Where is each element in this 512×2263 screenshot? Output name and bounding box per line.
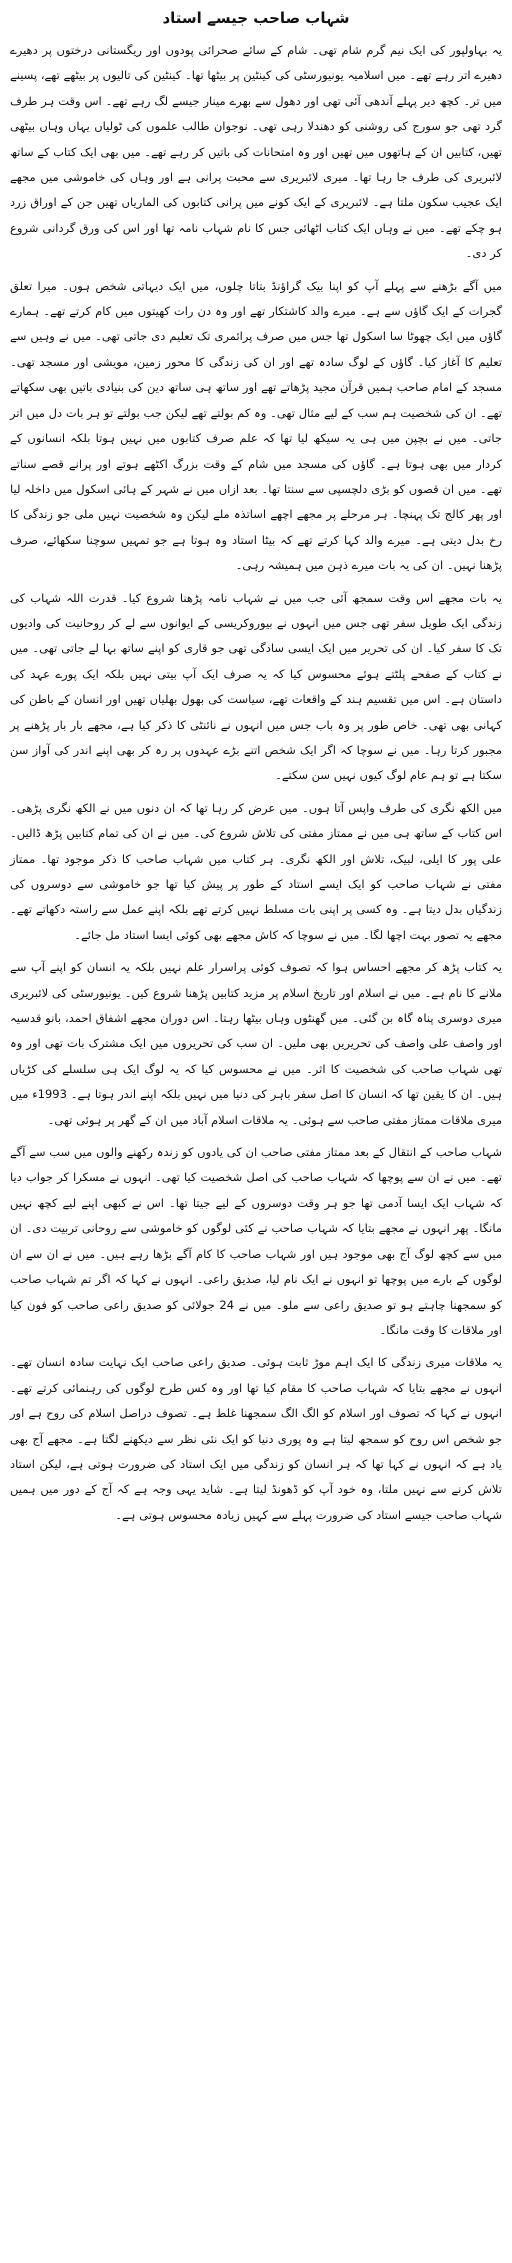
paragraph-5: یہ کتاب پڑھ کر مجھے احساس ہوا کہ تصوف کوئی پراسرار علم نہیں بلکہ یہ انسان کو اپنے آپ سے ملانے کا نام ہے۔ میں نے اسلام اور تاریخ اسلام پر مزید کتابیں پڑھنا شروع کیں۔ یونیورسٹی کی لائبریری میری دوسری پناہ گاہ بن گئی۔ میں گھنٹوں وہاں بیٹھا رہتا۔ اس دوران مجھے اشفاق احمد، بانو قدسیہ اور واصف علی واصف کی تحریریں بھی ملیں۔ ان سب کی تحریروں میں ایک مشترک بات تھی اور وہ تھی شہاب صاحب کی شخصیت کا اثر۔ میں نے محسوس کیا کہ یہ لوگ ایک ہی سلسلے کی کڑیاں ہیں۔ ان کا یقین تھا کہ انسان کا اصل سفر باہر کی دنیا میں نہیں بلکہ اپنے اندر ہوتا ہے۔ 1993ء میں میری ملاقات ممتاز مفتی صاحب سے ہوئی۔ یہ ملاقات اسلام آباد میں ان کے گھر پر ہوئی تھی۔ [10,960,502,1127]
column-body [10,38,502,1528]
paragraph-1: یہ بہاولپور کی ایک نیم گرم شام تھی۔ شام کے سائے صحرائی پودوں اور ریگستانی درختوں پر دھیرے دھیرے اتر رہے تھے۔ میں اسلامیہ یونیورسٹی کی کینٹین پر بیٹھا تھا۔ کینٹین کی تالیوں پر بیٹھے تھے، پسینے میں تر۔ کچھ دیر پہلے آندھی آئی تھی اور دھول سے بھرے مینار جیسے لگ رہے تھے۔ اس وقت ہر طرف گرد تھی جو سورج کی روشنی کو دھندلا رہی تھی۔ نوجوان طالب علموں کی ٹولیاں یہاں وہاں بیٹھی تھیں، کتابیں ان کے ہاتھوں میں تھیں اور وہ امتحانات کی باتیں کر رہے تھے۔ میں بھی ایک کتاب کے ساتھ لائبریری کی طرف جا رہا تھا۔ میری لائبریری سے محبت پرانی ہے اور وہاں کی خاموشی میں مجھے ایک عجیب سکون ملتا ہے۔ لائبریری کے ایک کونے میں پرانی کتابوں کی الماریاں تھیں جن کے اوراق زرد ہو چکے تھے۔ میں نے وہاں ایک کتاب اٹھائی جس کا نام شہاب نامہ تھا اور اس کی ورق گردانی شروع کر دی۔ [10,43,502,261]
paragraph-3: یہ بات مجھے اس وقت سمجھ آئی جب میں نے شہاب نامہ پڑھنا شروع کیا۔ قدرت اللہ شہاب کی زندگی ایک طویل سفر تھی جس میں انہوں نے بیوروکریسی کے ایوانوں سے لے کر روحانیت کی وادیوں تک کا سفر کیا۔ ان کی تحریر میں ایک ایسی سادگی تھی جو قاری کو اپنے ساتھ بہا لے جاتی تھی۔ میں نے کتاب کے صفحے پلٹتے ہوئے محسوس کیا کہ یہ صرف ایک آپ بیتی نہیں بلکہ ایک پورے عہد کی داستان ہے۔ اس میں تقسیم ہند کے واقعات تھے، سیاست کی بھول بھلیاں تھیں اور انسان کے باطن کی کہانی بھی تھی۔ خاص طور پر وہ باب جس میں انہوں نے نائنٹی کا ذکر کیا ہے، مجھے بار بار پڑھنے پر مجبور کرتا رہا۔ میں نے سوچا کہ اگر ایک شخص اتنے بڑے عہدوں پر رہ کر بھی اپنے اندر کی آواز سن سکتا ہے تو ہم عام لوگ کیوں نہیں سن سکتے۔ [10,590,502,783]
paragraph-7: یہ ملاقات میری زندگی کا ایک اہم موڑ ثابت ہوئی۔ صدیق راعی صاحب ایک نہایت سادہ انسان تھے۔ انہوں نے مجھے بتایا کہ شہاب صاحب کا مقام کیا تھا اور وہ کس طرح لوگوں کی رہنمائی کرتے تھے۔ انہوں نے کہا کہ تصوف اور اسلام کو الگ الگ سمجھنا غلط ہے۔ تصوف دراصل اسلام کی روح ہے اور جو شخص اس روح کو سمجھ لیتا ہے وہ پوری دنیا کو ایک نئی نظر سے دیکھنے لگتا ہے۔ مجھے آج بھی یاد ہے کہ انہوں نے کہا تھا کہ ہر انسان کو زندگی میں ایک استاد کی ضرورت ہوتی ہے، لیکن استاد تلاش کرنے سے نہیں ملتا، وہ خود آپ کو ڈھونڈ لیتا ہے۔ شاید یہی وجہ ہے کہ آج کے دور میں ہمیں شہاب صاحب جیسے استاد کی ضرورت پہلے سے کہیں زیادہ محسوس ہوتی ہے۔ [10,1355,502,1522]
paragraph-6: شہاب صاحب کے انتقال کے بعد ممتاز مفتی صاحب ان کی یادوں کو زندہ رکھنے والوں میں سب سے آگے تھے۔ میں نے ان سے پوچھا کہ شہاب صاحب کی اصل شخصیت کیا تھی۔ انہوں نے مسکرا کر جواب دیا کہ شہاب ایک ایسا آدمی تھا جو ہر وقت دوسروں کے لیے جیتا تھا۔ اس نے کبھی اپنے لیے کچھ نہیں مانگا۔ پھر انہوں نے مجھے بتایا کہ شہاب صاحب نے کئی لوگوں کو خاموشی سے روحانی تربیت دی۔ ان میں سے کچھ لوگ آج بھی موجود ہیں اور شہاب صاحب کا کام آگے بڑھا رہے ہیں۔ میں نے ان سے ان لوگوں کے بارے میں پوچھا تو انہوں نے ایک نام لیا، صدیق راعی۔ انہوں نے کہا کہ اگر تم شہاب صاحب کو سمجھنا چاہتے ہو تو صدیق راعی سے ملو۔ میں نے 24 جولائی کو صدیق راعی صاحب کو فون کیا اور ملاقات کا وقت مانگا۔ [10,1145,502,1337]
paragraph-4: میں الکھ نگری کی طرف واپس آتا ہوں۔ میں عرض کر رہا تھا کہ ان دنوں میں نے الکھ نگری پڑھی۔ اس کتاب کے ساتھ ہی میں نے ممتاز مفتی کی تلاش شروع کی۔ میں نے ان کی تمام کتابیں پڑھ ڈالیں۔ علی پور کا ایلی، لبیک، تلاش اور الکھ نگری۔ ہر کتاب میں شہاب صاحب کا ذکر موجود تھا۔ ممتاز مفتی نے شہاب صاحب کو ایک ایسے استاد کے طور پر پیش کیا تھا جو خاموشی سے دوسروں کی زندگیاں بدل دیتا ہے۔ وہ کسی پر اپنی بات مسلط نہیں کرتے تھے بلکہ اپنے عمل سے راستہ دکھاتے تھے۔ مجھے یہ تصور بہت اچھا لگا۔ میں نے سوچا کہ کاش مجھے بھی کوئی ایسا استاد مل جائے۔ [10,800,502,942]
paragraph-2: میں آگے بڑھنے سے پہلے آپ کو اپنا بیک گراؤنڈ بتاتا چلوں، میں ایک دیہاتی شخص ہوں۔ میرا تعلق گجرات کے ایک گاؤں سے ہے۔ میرے والد کاشتکار تھے اور وہ دن رات کھیتوں میں کام کرتے تھے۔ ہمارے گاؤں میں ایک چھوٹا سا اسکول تھا جس میں صرف پرائمری تک تعلیم دی جاتی تھی۔ میں نے وہیں سے تعلیم کا آغاز کیا۔ گاؤں کے لوگ سادہ تھے اور ان کی زندگی کا محور زمین، مویشی اور مسجد تھی۔ مسجد کے امام صاحب ہمیں قرآن مجید پڑھاتے تھے اور ساتھ ہی ساتھ دین کی بنیادی باتیں بھی سکھاتے تھے۔ ان کی شخصیت ہم سب کے لیے مثال تھی۔ وہ کم بولتے تھے لیکن جب بولتے تو ہر بات دل میں اتر جاتی۔ میں نے بچپن میں ہی یہ سیکھ لیا تھا کہ علم صرف کتابوں میں نہیں ہوتا بلکہ انسانوں کے کردار میں بھی ہوتا ہے۔ گاؤں کی مسجد میں شام کے وقت بزرگ اکٹھے ہوتے اور پرانے قصے سناتے تھے۔ میں ان قصوں کو بڑی دلچسپی سے سنتا تھا۔ بعد ازاں میں نے شہر کے ہائی اسکول میں داخلہ لیا اور پھر کالج تک پہنچا۔ ہر مرحلے پر مجھے اچھے اساتذہ ملے لیکن وہ شخصیت نہیں ملی جو زندگی کا رخ بدل دیتی ہے۔ میرے والد کہا کرتے تھے کہ بیٹا استاد وہ ہوتا ہے جو تمہیں سوچنا سکھائے، صرف پڑھنا نہیں۔ ان کی یہ بات میرے ذہن میں ہمیشہ رہی۔ [10,278,502,573]
column-title: شہاب صاحب جیسے استاد [162,9,350,27]
